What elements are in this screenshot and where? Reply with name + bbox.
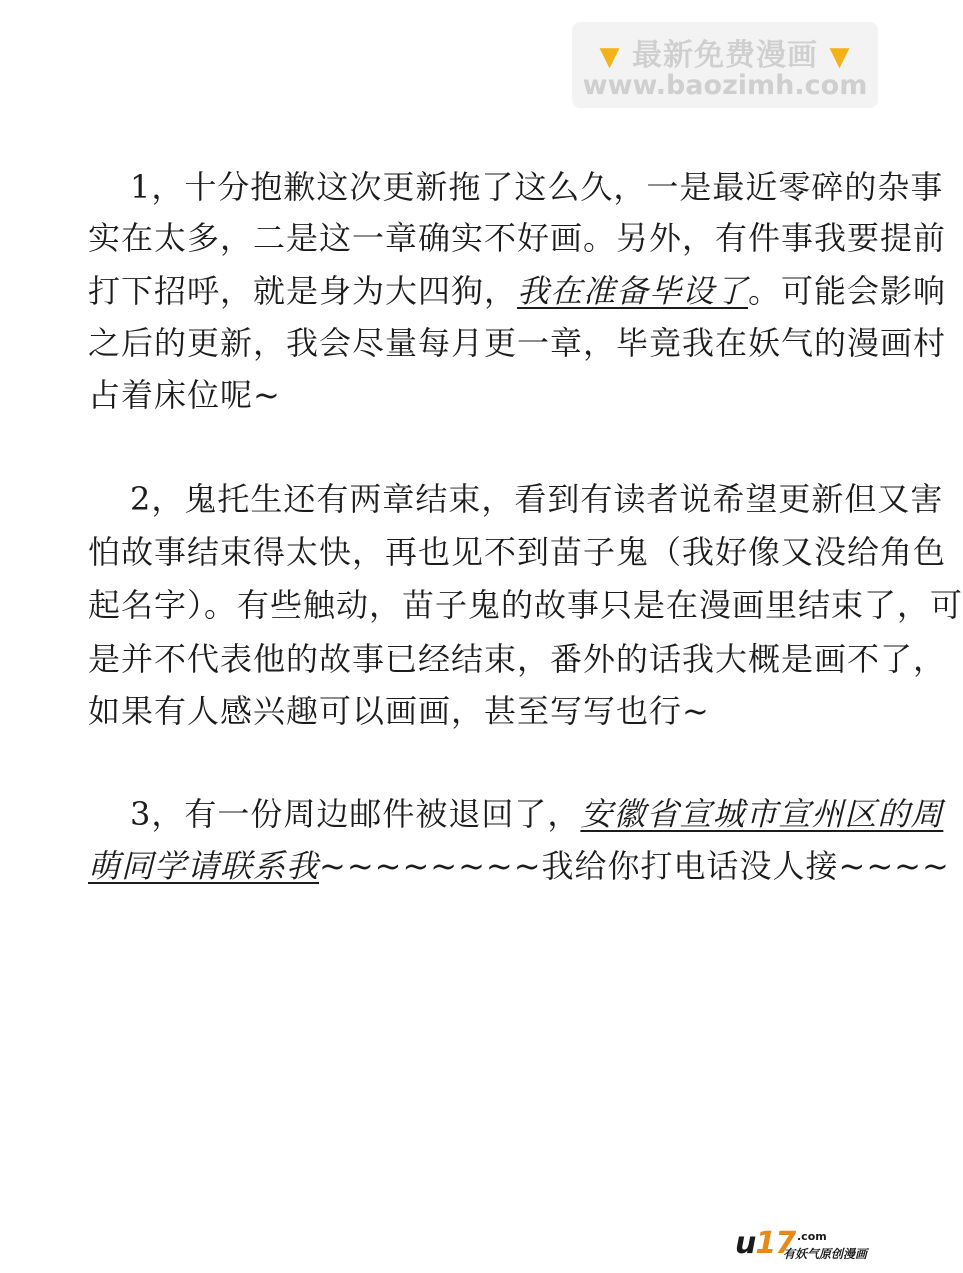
note-line: 是并不代表他的故事已经结束，番外的话我大概是画不了，	[88, 640, 947, 678]
watermark-title	[572, 30, 878, 74]
note-line: 之后的更新，我会尽量每月更一章，毕竟我在妖气的漫画村	[88, 324, 947, 362]
note-line: 起名字）。有些触动，苗子鬼的故事只是在漫画里结束了，可	[88, 586, 963, 624]
logo-tagline: 有妖气原创漫画	[783, 1247, 868, 1261]
note-line: 怕故事结束得太快，再也见不到苗子鬼（我好像又没给角色	[88, 533, 947, 571]
note-text: 。可能会影响	[748, 272, 947, 310]
note-line: 实在太多，二是这一章确实不好画。另外，有件事我要提前	[88, 219, 947, 257]
logo-domain: .com	[797, 1230, 827, 1243]
watermark-box	[572, 22, 878, 108]
underlined-note-text: 安徽省宣城市宣州区的周	[580, 795, 944, 833]
note-line: 占着床位呢~	[88, 376, 281, 414]
note-text: 打下招呼，就是身为大四狗，	[88, 272, 518, 310]
note-line	[0, 789, 944, 839]
pointing-down-hand-icon: ▼	[599, 42, 621, 72]
pointing-down-hand-icon: ▼	[829, 42, 851, 72]
note-line: 2，鬼托生还有两章结束，看到有读者说希望更新但又害	[130, 480, 944, 518]
logo-number: 17	[755, 1226, 796, 1261]
watermark-title-text: 最新免费漫画	[632, 38, 818, 73]
note-line: 1，十分抱歉这次更新拖了这么久，一是最近零碎的杂事	[130, 168, 944, 206]
underlined-note-text: 萌同学请联系我	[88, 847, 320, 885]
note-text: 3，有一份周边邮件被退回了，	[130, 795, 581, 833]
logo-letter: u	[735, 1226, 756, 1261]
underlined-note-text: 我在准备毕设了	[517, 272, 749, 310]
note-text: ~~~~~~~~我给你打电话没人接~~~~	[319, 847, 950, 885]
u17-logo	[735, 1226, 885, 1262]
note-line	[0, 841, 950, 891]
watermark-url: www.baozimh.com	[582, 70, 868, 101]
note-line: 如果有人感兴趣可以画画，甚至写写也行~	[88, 692, 710, 730]
note-line	[0, 266, 947, 316]
